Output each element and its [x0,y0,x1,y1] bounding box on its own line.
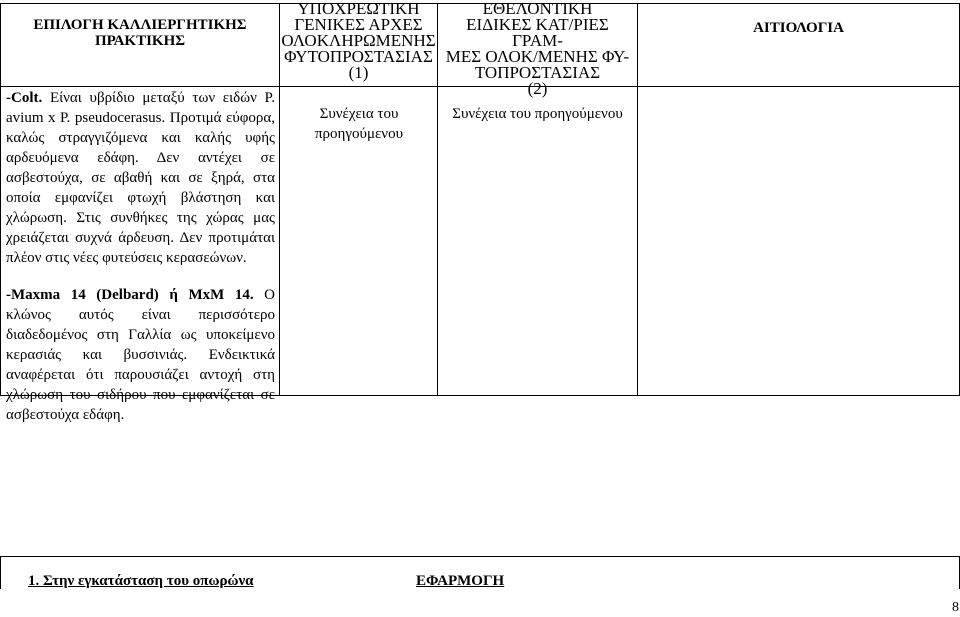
header-justification-text: ΑΙΤΙΟΛΟΓΙΑ [753,20,844,36]
maxma-description: Ο κλώνος αυτός είναι περισσότερο διαδεδομένος στη Γαλλία ως υποκείμενο κερασιάς και βυσσινιάς. Ενδεικτικά αναφέρεται ότι παρουσιάζει αντοχή στη χλώρωση του σιδήρου που εμφανίζεται σε ασβεστούχα εδάφη. [6,287,275,423]
header-cell-mandatory [281,1,436,81]
lower-table-left-border [0,556,1,589]
header-cell-voluntary [439,1,636,97]
cell-voluntary-continued [439,104,636,124]
colt-description: Είναι υβρίδιο μεταξύ των ειδών P. avium x P. pseudocerasus. Προτιμά εύφορα, καλώς στραγγιζόμενα και καλής υφής αρδευόμενα εδάφη. Δεν αντέχει σε ασβεστούχα, σε αβαθή και σε ξηρά, στα οποία εμφανίζει φτωχή βλάστηση και χλώρωση. Στις συνθήκες της χώρας μας χρειάζεται συχνά άρδευση. Δεν προτιμάται πλέον στις νέες φυτεύσεις κερασεώνων. [6,90,275,266]
col-divider-1 [279,3,280,396]
header-mandatory-line1: ΥΠΟΧΡΕΩΤΙΚΗ [297,0,420,18]
section-label: 1. Στην εγκατάσταση του οπωρώνα [28,573,254,589]
header-voluntary-line4: ΤΟΠΡΟΣΤΑΣΙΑΣ [474,63,601,82]
header-voluntary-line1: ΕΘΕΛΟΝΤΙΚΗ [482,0,593,18]
colt-title: -Colt. [6,90,43,106]
section-value-row [416,573,504,590]
col-divider-2 [437,3,438,396]
header-voluntary-line3: ΜΕΣ ΟΛΟΚ/ΜΕΝΗΣ ΦΥ- [445,47,630,66]
table-left-border [0,3,1,396]
header-practice-choice-text: ΕΠΙΛΟΓΗ ΚΑΛΛΙΕΡΓΗΤΙΚΗΣ ΠΡΑΚΤΙΚΗΣ [33,17,247,49]
header-voluntary-line5: (2) [527,79,548,98]
header-cell-practice-choice [6,17,274,49]
maxma-title: -Maxma 14 (Delbard) ή MxM 14. [6,287,254,303]
header-cell-justification [639,20,958,36]
paragraph-colt [6,88,275,268]
page-number: 8 [952,600,959,615]
section-label-row [28,573,254,590]
header-mandatory-line3: ΟΛΟΚΛΗΡΩΜΕΝΗΣ [281,31,436,50]
mandatory-continued-text: Συνέχεια του προηγούμενου [314,106,403,142]
cell-rootstock-descriptions [6,88,275,425]
header-voluntary-line2: ΕΙΔΙΚΕΣ ΚΑΤ/ΡΙΕΣ ΓΡΑΜ- [466,15,609,50]
lower-table-top-border [0,556,960,557]
section-value: ΕΦΑΡΜΟΓΗ [416,573,505,589]
header-mandatory-line5: (1) [348,63,369,82]
header-mandatory-line2: ΓΕΝΙΚΕΣ ΑΡΧΕΣ [294,15,423,34]
voluntary-continued-text: Συνέχεια του προηγούμενου [452,106,623,122]
paragraph-maxma [6,285,275,425]
col-divider-3 [637,3,638,396]
cell-mandatory-continued [290,104,428,144]
header-mandatory-line4: ΦΥΤΟΠΡΟΣΤΑΣΙΑΣ [284,47,433,66]
